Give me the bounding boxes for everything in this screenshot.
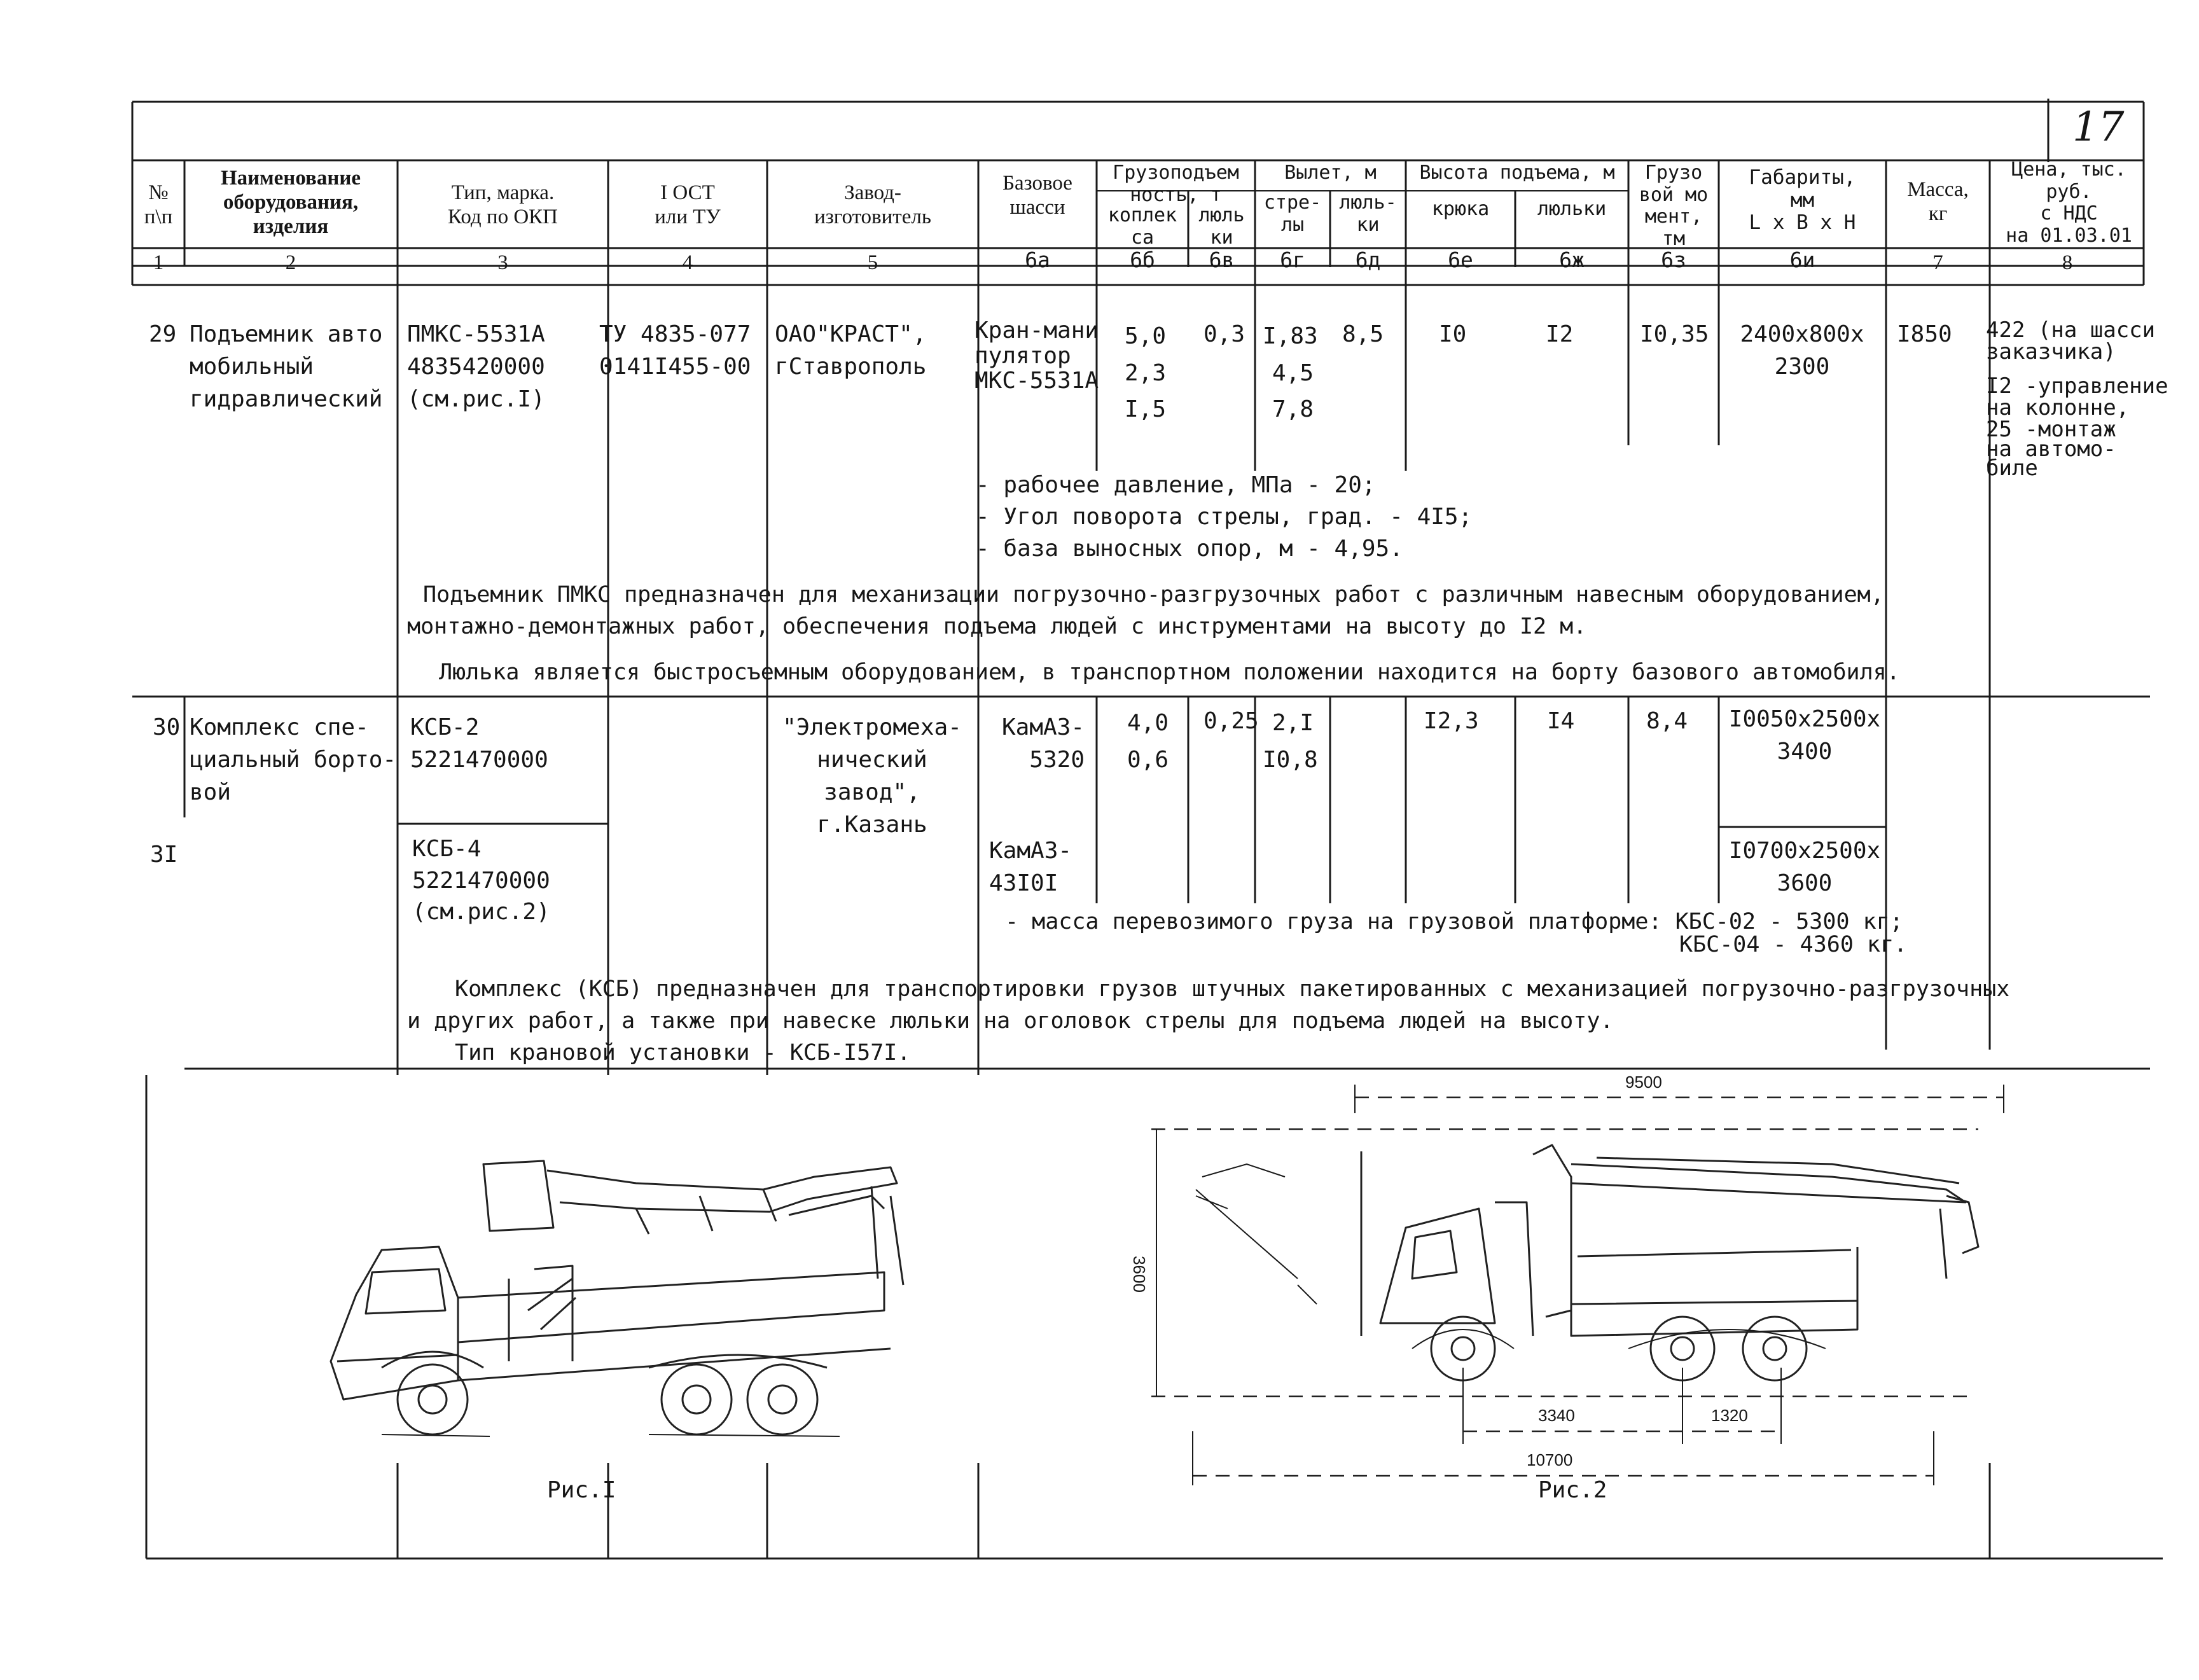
row29-price-1: 422 (на шасси заказчика) <box>1986 317 2156 364</box>
row29-height-cradle: I2 <box>1546 321 1574 347</box>
row29-reach-cradle: 8,5 <box>1342 321 1384 347</box>
col-number: 6в <box>1209 247 1235 272</box>
row30-type: КСБ-2 5221470000 <box>410 714 548 774</box>
dimension-height: 3600 <box>1129 1256 1149 1293</box>
header-reach-cradle: люль- ки <box>1339 191 1397 236</box>
row29-type: ПМКС-5531А 4835420000 (см.рис.I) <box>407 321 545 413</box>
row29-moment: I0,35 <box>1640 321 1709 347</box>
row29-name: Подъемник авто мобильный гидравлический <box>190 321 383 413</box>
header-reach-boom: стре- лы <box>1263 191 1322 236</box>
header-type: Тип, марка. Код по ОКП <box>447 181 558 228</box>
header-mass: Масса, кг <box>1907 178 1969 225</box>
row31-cargo-mass: КБС-04 - 4360 кг. <box>1679 932 1908 957</box>
row29-capacity-hook: 5,0 2,3 I,5 <box>1125 323 1167 423</box>
header-gost: I ОСТ или ТУ <box>655 181 721 228</box>
row29-height-hook: I0 <box>1439 321 1467 347</box>
row30-no: 30 <box>153 714 181 740</box>
header-height-cradle: люльки <box>1537 198 1607 220</box>
row29-mass: I850 <box>1897 321 1952 347</box>
header-height: Высота подъема, м <box>1419 162 1615 184</box>
truck-drawing-1 <box>331 1161 903 1436</box>
col-number: 1 <box>153 251 164 274</box>
col-number: 6б <box>1130 247 1155 272</box>
row30-dims: I0050x2500x 3400 <box>1728 706 1881 765</box>
row30-capacity-hook: 4,0 0,6 <box>1127 710 1169 773</box>
truck-drawing-2 <box>1151 1085 2004 1485</box>
row29-no: 29 <box>149 321 177 347</box>
row31-cargo-mass: - масса перевозимого груза на грузовой платформе: КБС-02 - 5300 кг; <box>1005 909 1903 934</box>
row29-spec: - база выносных опор, м - 4,95. <box>976 536 1403 562</box>
row29-capacity-cradle: 0,3 <box>1204 321 1245 347</box>
header-dims: Габариты, мм L x B x H <box>1749 166 1856 235</box>
col-number: 6ж <box>1559 247 1585 272</box>
col-number: 6з <box>1661 247 1686 272</box>
row30-name: Комплекс спе- циальный борто- вой <box>190 714 397 806</box>
row31-description: и других работ, а также при навеске люльки на оголовок стрелы для подъема людей на высоту. <box>407 1008 1614 1034</box>
header-capacity-cradle: люль ки <box>1198 204 1245 249</box>
row30-height-cradle: I4 <box>1547 708 1575 734</box>
header-height-hook: крюка <box>1431 198 1490 220</box>
row29-spec: - Угол поворота стрелы, град. - 4I5; <box>976 504 1473 530</box>
row30-height-hook: I2,3 <box>1424 708 1479 734</box>
figure-caption-1: Рис.I <box>547 1477 616 1503</box>
col-number: 4 <box>682 251 693 274</box>
col-number: 8 <box>2062 251 2073 274</box>
dimension-base: 3340 <box>1538 1406 1575 1425</box>
header-name: Наименование оборудования, изделия <box>221 167 361 238</box>
row29-price-2: I2 -управление на колонне, <box>1986 373 2168 420</box>
col-number: 6а <box>1025 247 1050 272</box>
col-number: 6д <box>1355 247 1381 272</box>
page-number: 17 <box>2072 104 2125 151</box>
row29-chassis: Кран-мани пулятор МКС-5531А <box>975 317 1099 394</box>
row30-reach-boom: 2,I I0,8 <box>1263 710 1318 773</box>
header-capacity-hook: коплек са <box>1107 204 1177 249</box>
col-number: 5 <box>867 251 878 274</box>
header-no: № п\п <box>144 181 173 228</box>
row29-spec: - рабочее давление, МПа - 20; <box>976 472 1376 498</box>
header-price: Цена, тыс. руб. с НДС на 01.03.01 <box>2006 158 2132 247</box>
header-moment: Грузо вой мо мент, тм <box>1639 162 1709 250</box>
row30-chassis: КамАЗ- 5320 <box>1001 714 1085 774</box>
dimension-total: 10700 <box>1527 1450 1573 1469</box>
row31-no: 3I <box>150 842 178 868</box>
row29-gost: ТУ 4835-077 0141I455-00 <box>599 321 751 380</box>
dimension-rear: 1320 <box>1711 1406 1748 1425</box>
header-capacity: Грузоподъем ность, т <box>1113 162 1239 206</box>
header-maker: Завод- изготовитель <box>814 181 931 228</box>
row29-maker: ОАО"КРАСТ", гСтаврополь <box>775 321 927 380</box>
row30-capacity-cradle: 0,25 <box>1204 708 1259 734</box>
col-number: 2 <box>285 251 296 274</box>
row31-type: КСБ-4 5221470000 (см.рис.2) <box>412 836 550 926</box>
figure-caption-2: Рис.2 <box>1538 1477 1607 1503</box>
row31-dims: I0700x2500x 3600 <box>1728 838 1881 897</box>
col-number: 6и <box>1789 247 1815 272</box>
row31-description: Комплекс (КСБ) предназначен для транспортировки грузов штучных пакетированных с механизацией погрузочно-разгрузочных <box>455 976 2010 1002</box>
row30-moment: 8,4 <box>1646 708 1688 734</box>
dimension-top: 9500 <box>1625 1073 1662 1092</box>
row29-price-3: 25 -монтаж на автомо- биле <box>1986 417 2116 482</box>
row29-dims: 2400x800x 2300 <box>1740 321 1864 380</box>
row29-description: Люлька является быстросъемным оборудованием, в транспортном положении находится на борту базового автомобиля. <box>439 660 1900 685</box>
row29-description: монтажно-демонтажных работ, обеспечения подъема людей с инструментами на высоту до I2 м. <box>407 614 1587 639</box>
col-number: 3 <box>497 251 508 274</box>
row29-description: Подъемник ПМКС предназначен для механизации погрузочно-разгрузочных работ с различным навесным оборудованием, <box>423 582 1884 607</box>
header-reach: Вылет, м <box>1284 162 1377 184</box>
row30-maker: "Электромеха- нический завод", г.Казань <box>782 714 962 838</box>
header-chassis: Базовое шасси <box>1002 172 1072 219</box>
row29-reach-boom: I,83 4,5 7,8 <box>1263 323 1318 423</box>
col-number: 6е <box>1448 247 1473 272</box>
row31-description: Тип крановой установки - КСБ-I57I. <box>455 1040 911 1066</box>
col-number: 6г <box>1280 247 1305 272</box>
row31-chassis: КамАЗ- 43I0I <box>989 838 1072 897</box>
col-number: 7 <box>1932 251 1943 274</box>
